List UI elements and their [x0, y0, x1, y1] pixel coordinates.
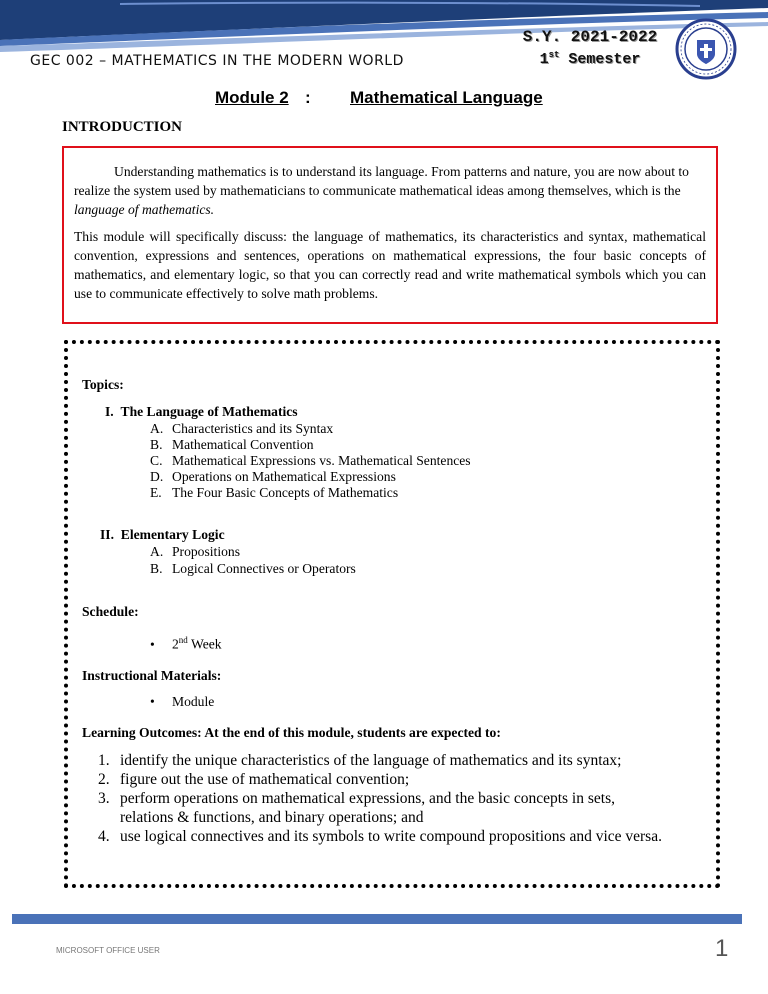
footer-author: MICROSOFT OFFICE USER	[56, 946, 160, 955]
school-year: S.Y. 2021-2022	[522, 28, 658, 46]
semester-number: 1	[539, 51, 549, 68]
bullet-icon: •	[150, 694, 155, 709]
topic-list-item: A. Characteristics and its Syntax	[150, 421, 334, 436]
bullet-icon: •	[150, 636, 155, 652]
outcome-item-continuation: relations & functions, and binary operations; and	[120, 809, 424, 826]
topic-section-2: II. Elementary Logic	[100, 527, 225, 542]
outcome-item: 2. figure out the use of mathematical convention;	[98, 771, 410, 788]
intro-paragraph-1: Understanding mathematics is to understand its language. From patterns and nature, you are now about to realize the system used by mathematicians to communicate mathematical ideas among themselves, which is the language of mathematics.	[74, 164, 689, 217]
semester	[520, 50, 660, 68]
intro-emphasis: language of mathematics.	[74, 202, 215, 217]
outcome-item: 3. perform operations on mathematical expressions, and the basic concepts in sets,	[98, 790, 615, 807]
outcomes-heading: Learning Outcomes: At the end of this module, students are expected to:	[82, 725, 501, 740]
introduction-heading: INTRODUCTION	[62, 119, 183, 135]
topic-list-item: D. Operations on Mathematical Expressions	[150, 469, 396, 484]
topics-heading: Topics:	[82, 377, 124, 392]
module-label: Module 2	[215, 88, 289, 107]
materials-heading: Instructional Materials:	[82, 668, 222, 683]
outcome-item: 4. use logical connectives and its symbols to write compound propositions and vice versa.	[98, 828, 662, 845]
topic-section-1: I. The Language of Mathematics	[105, 404, 298, 419]
course-title: GEC 002 – MATHEMATICS IN THE MODERN WORLD	[30, 53, 404, 69]
topic-list-item: A. Propositions	[150, 544, 240, 559]
page-number: 1	[715, 935, 729, 962]
module-colon: :	[305, 88, 311, 107]
topic-list-item: B. Logical Connectives or Operators	[150, 561, 356, 576]
footer-bar	[12, 914, 742, 924]
module-name: Mathematical Language	[350, 88, 543, 107]
topic-list-item: C. Mathematical Expressions vs. Mathematical Sentences	[150, 453, 471, 468]
intro-paragraph-2: This module will specifically discuss: the language of mathematics, its characteristics and syntax, mathematical convention, expressions and sentences, operations on mathematical expressions, the four basic concepts of mathematics, and elementary logic, so that you can correctly read and write mathematical symbols which you can use to communicate effectively to solve math problems.	[74, 229, 706, 301]
semester-word: Semester	[568, 51, 641, 68]
introduction-box	[62, 146, 718, 324]
topic-list-item: B. Mathematical Convention	[150, 437, 314, 452]
school-seal-logo	[675, 18, 737, 80]
schedule-item: • 2nd Week	[150, 635, 222, 652]
materials-item: • Module	[150, 694, 215, 709]
semester-suffix: st	[548, 50, 560, 60]
schedule-heading: Schedule:	[82, 604, 139, 619]
topic-list-item: E. The Four Basic Concepts of Mathematics	[150, 485, 399, 500]
outcome-item: 1. identify the unique characteristics of the language of mathematics and its syntax;	[98, 752, 622, 769]
